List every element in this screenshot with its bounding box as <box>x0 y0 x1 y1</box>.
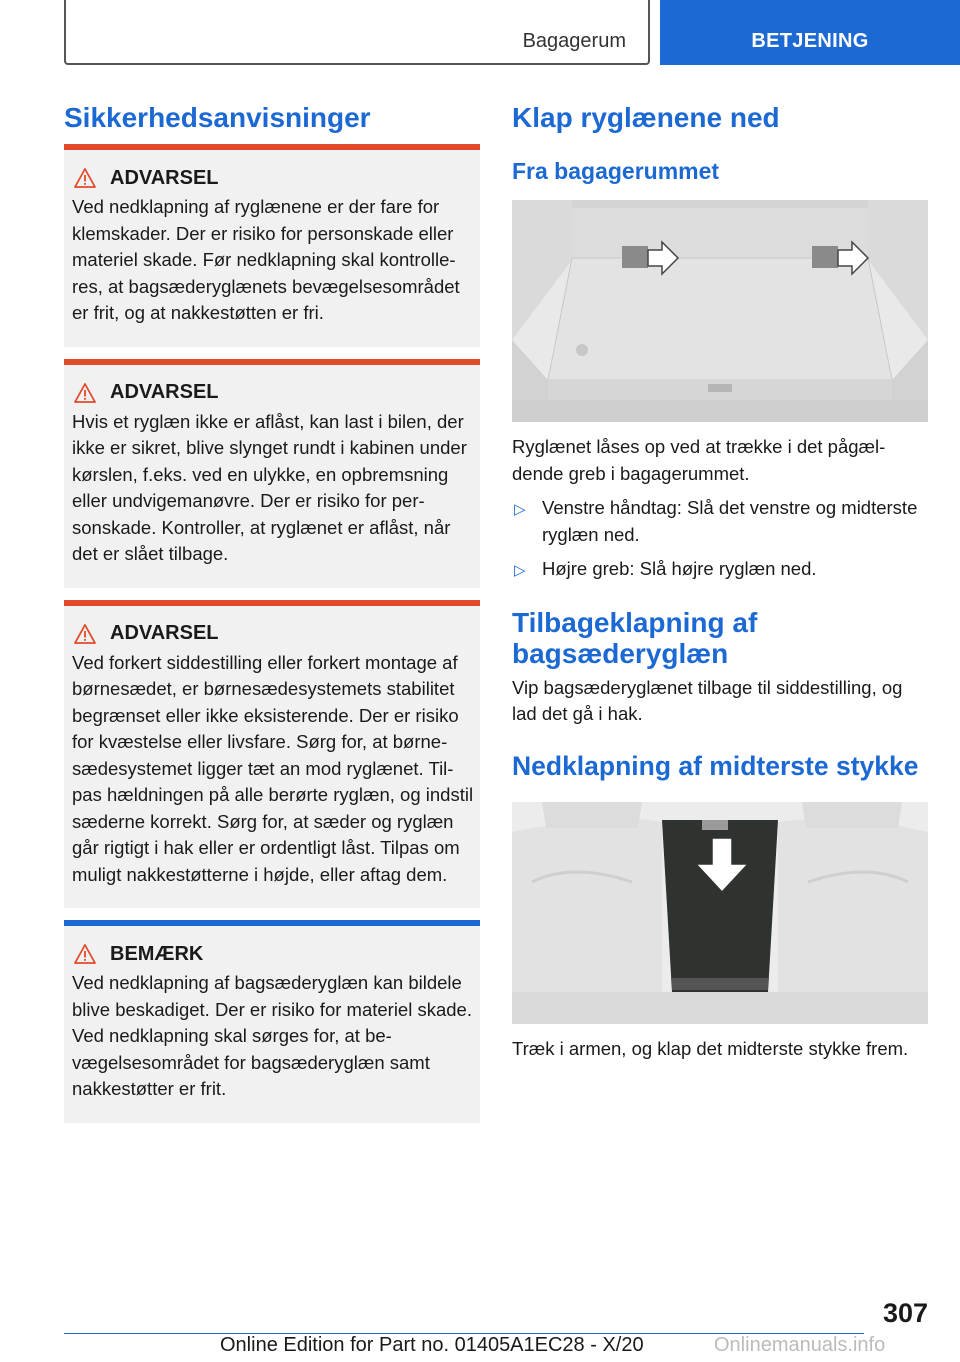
seat-photo <box>512 802 928 1024</box>
warning-box-2 <box>64 359 480 588</box>
warning-label: ADVARSEL <box>110 622 219 644</box>
safety-heading: Sikkerhedsanvisninger <box>64 102 371 133</box>
unlock-paragraph: Ryglænet låses op ved at trække i det pågældende greb i bagagerummet. <box>512 436 886 484</box>
notice-triangle-icon <box>74 944 96 964</box>
trunk-photo <box>512 200 928 422</box>
fold-back-heading: Tilbageklapning af bagsæderyglæn <box>512 606 758 669</box>
trunk-illustration <box>512 200 928 422</box>
right-column <box>512 100 928 1062</box>
warning-text: Hvis et ryglæn ikke er aflåst, kan last i bilen, der ikke er sikret, blive slynget rundt i kabinen under kørslen, f.eks. ved en ulykke, en opbremsning eller undvigemanøvre. Der er risiko for personskade. Kontroller, at ryglænet er aflåst, når det er slået tilbage. <box>72 410 467 564</box>
notice-text: Ved nedklapning af bagsæderyglæn kan bildele blive beskadiget. Der er risiko for materiel skade. Ved nedklapning skal sørges for, at bevægelsesområdet for bagsæderyglæn samt nakkestøtter er frit. <box>72 972 472 1099</box>
list-item: ▷ Venstre håndtag: Slå det venstre og midterste ryglæn ned. <box>514 497 918 545</box>
warning-text: Ved forkert siddestilling eller forkert montage af børnesædet, er børnesædesystemets stabilitet begrænset eller ikke eksisterende. Der er risiko for kvæstelse eller livsfare. Sørg for, at børnesædesystemet ligger tæt an mod ryglænet. Tilpas hældningen på alle berørte ryglæn, og indstil sæderne korrekt. Sørg for, at sæder og ryglæn går rigtigt i hak eller er ordentligt låst. Tilpas om muligt nakkestøtterne i højde, eller aftag dem. <box>72 651 474 885</box>
warning-triangle-icon <box>74 624 96 644</box>
seat-illustration <box>512 802 928 1024</box>
triangle-bullet-icon: ▷ <box>514 562 526 579</box>
warning-box-3 <box>64 600 480 909</box>
from-trunk-subheading: Fra bagagerummet <box>512 158 720 184</box>
page-number: 307 <box>882 1298 928 1328</box>
triangle-bullet-icon: ▷ <box>514 501 526 518</box>
warning-label: ADVARSEL <box>110 166 219 189</box>
header-tab-box <box>64 0 650 65</box>
middle-section-heading: Nedklapning af midterste stykke <box>512 750 919 781</box>
warning-box-1 <box>64 144 480 347</box>
warning-triangle-icon <box>74 168 96 188</box>
notice-label: BEMÆRK <box>110 942 204 965</box>
warning-label: ADVARSEL <box>110 381 219 403</box>
section-title: Bagagerum <box>522 30 626 52</box>
lever-list <box>512 495 928 583</box>
list-item: ▷ Højre greb: Slå højre ryglæn ned. <box>512 556 928 583</box>
left-column <box>64 100 480 1123</box>
fold-down-heading: Klap ryglænene ned <box>512 102 780 133</box>
edition-text: Online Edition for Part no. 01405A1EC28 - X/20 <box>220 1334 644 1356</box>
notice-box <box>64 920 480 1123</box>
watermark-text: Onlinemanuals.info <box>714 1334 886 1356</box>
warning-text: Ved nedklapning af ryglænene er der fare for klemskader. Der er risiko for personskade eller materiel skade. Før nedklapning skal kontrolleres, at bagsæderyglænets bevægelsesområdet er frit, og at nakkestøtten er fri. <box>72 196 460 323</box>
chapter-tab[interactable]: BETJENING <box>660 0 960 65</box>
warning-triangle-icon <box>74 383 96 403</box>
middle-section-paragraph: Træk i armen, og klap det midterste stykke frem. <box>512 1037 909 1059</box>
fold-back-paragraph: Vip bagsæderyglænet tilbage til siddestilling, og lad det gå i hak. <box>512 676 903 724</box>
